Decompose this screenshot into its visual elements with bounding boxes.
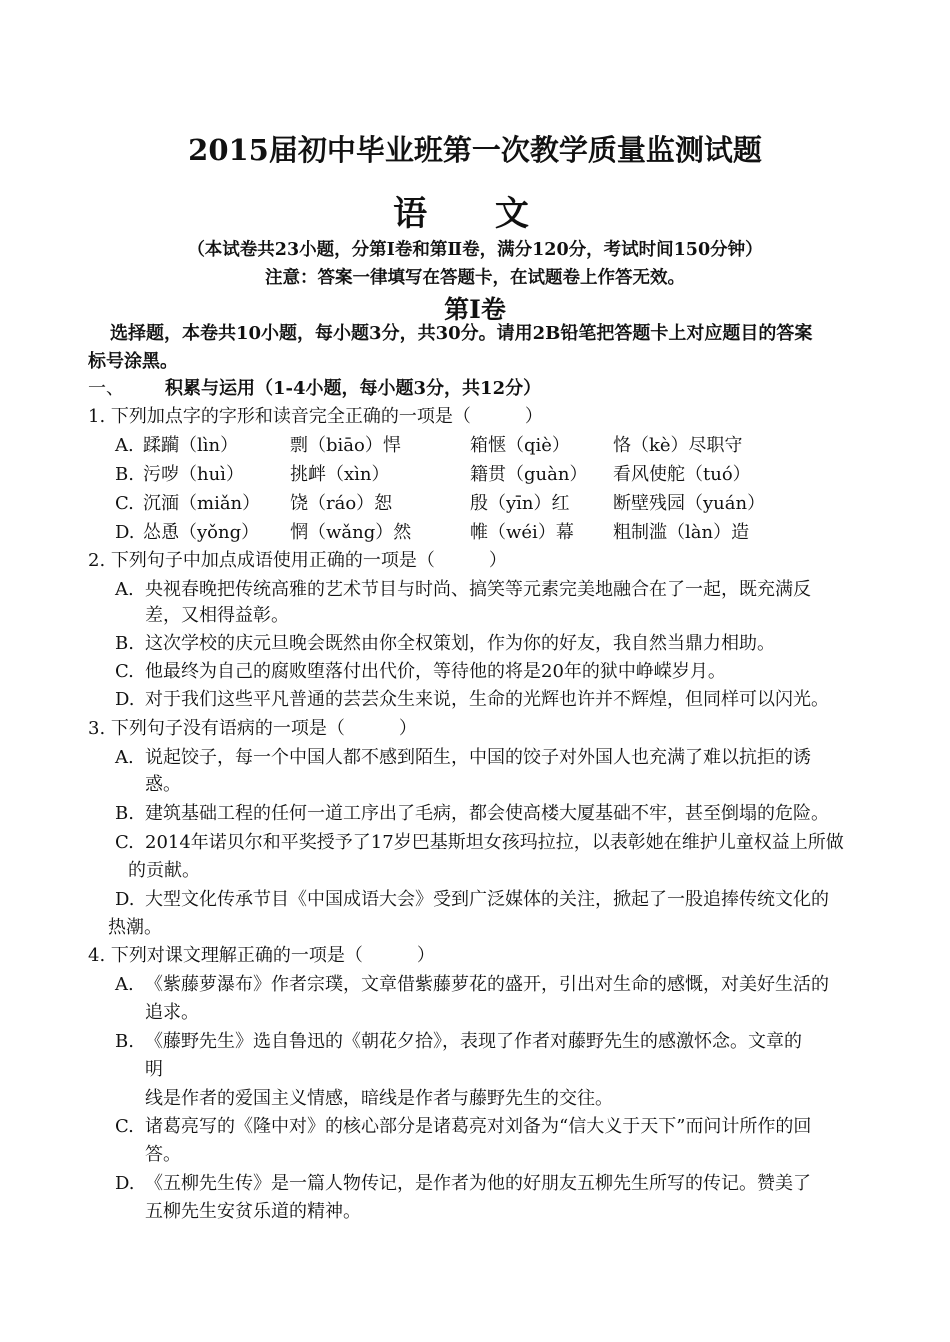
q1-option-item: 剽（biāo）悍 [290,435,401,456]
q1-option-item: 断壁残园（yuán） [613,493,766,514]
option-label: C. [115,832,134,853]
option-label: D. [115,522,135,543]
q3-option-c [115,829,844,857]
q4-d-line1: 《五柳先生传》是一篇人物传记，是作者为他的好朋友五柳先生所写的传记。赞美了 [145,1173,811,1194]
exam-title: 2015届初中毕业班第一次教学质量监测试题 [188,133,762,167]
option-label: A. [115,579,134,600]
q2-option-d [115,686,829,714]
q1-option-item: 沉湎（miǎn） [143,493,261,514]
q2-a-line1: 央视春晚把传统高雅的艺术节目与时尚、搞笑等元素完美地融合在了一起，既充满反 [145,579,811,600]
q3-c-line1: 2014年诺贝尔和平奖授予了17岁巴基斯坦女孩玛拉拉，以表彰她在维护儿童权益上所做 [145,832,844,853]
q4-stem: 4. 下列对课文理解正确的一项是（ ） [88,945,435,966]
q3-c-line2: 的贡献。 [128,860,200,881]
q1-option-item: 饶（ráo）恕 [290,493,393,514]
q1-option-item: 籍贯（guàn） [470,464,588,485]
option-label: D. [115,689,135,710]
q1-option-item: 惘（wǎng）然 [290,522,412,543]
q1-option-item: 污哕（huì） [143,464,244,485]
option-label: B. [115,633,134,654]
option-label: C. [115,493,134,514]
q4-a-line2: 追求。 [145,1002,199,1023]
section-title: 积累与运用（1-4小题，每小题3分，共12分） [165,378,542,399]
q4-b-line3: 线是作者的爱国主义情感，暗线是作者与藤野先生的交往。 [145,1088,613,1109]
q1-option-item: 帷（wéi）幕 [470,522,574,543]
instruction-line-1: 选择题，本卷共10小题，每小题3分，共30分。请用2B铅笔把答题卡上对应题目的答案 [110,323,813,344]
q2-c-text: 他最终为自己的腐败堕落付出代价，等待他的将是20年的狱中峥嵘岁月。 [145,661,726,682]
q1-option-item: 挑衅（xìn） [290,464,390,485]
instruction-line-2: 标号涂黑。 [88,351,178,372]
q2-a-line2: 差，又相得益彰。 [145,605,289,626]
q2-option-b [115,630,775,658]
q4-a-line1: 《紫藤萝瀑布》作者宗璞，文章借紫藤萝花的盛开，引出对生命的感慨，对美好生活的 [145,974,829,995]
section-number: 一、 [88,378,124,399]
q4-b-line1: 《藤野先生》选自鲁迅的《朝花夕拾》，表现了作者对藤野先生的感激怀念。文章的 [145,1031,802,1052]
q4-option-b [115,1028,802,1056]
option-label: B. [115,1031,134,1052]
option-label: A. [115,747,134,768]
q3-option-d [115,886,829,914]
q4-c-line2: 答。 [145,1144,181,1165]
q2-b-text: 这次学校的庆元旦晚会既然由你全权策划，作为你的好友，我自然当鼎力相助。 [145,633,775,654]
option-label: B. [115,803,134,824]
q3-d-line2: 热潮。 [108,917,162,938]
q2-d-text: 对于我们这些平凡普通的芸芸众生来说，生命的光辉也许并不辉煌，但同样可以闪光。 [145,689,829,710]
q4-option-c [115,1113,811,1141]
q4-c-line1: 诸葛亮写的《隆中对》的核心部分是诸葛亮对刘备为“信大义于天下”而问计所作的回 [145,1116,812,1137]
q4-d-line2: 五柳先生安贫乐道的精神。 [145,1201,361,1222]
q1-option-item: 粗制滥（làn）造 [613,522,750,543]
q3-a-line1: 说起饺子，每一个中国人都不感到陌生，中国的饺子对外国人也充满了难以抗拒的诱 [145,747,811,768]
option-label: B. [115,464,134,485]
q4-option-a [115,971,829,999]
option-label: C. [115,661,134,682]
option-label: D. [115,889,135,910]
q3-option-b [115,800,829,828]
q3-option-a [115,744,811,772]
q1-option-item: 箱惬（qiè） [470,435,570,456]
q4-b-line2: 明 [145,1059,163,1080]
option-label: A. [115,974,134,995]
q3-stem: 3. 下列句子没有语病的一项是（ ） [88,718,417,739]
q2-option-a [115,576,811,604]
option-label: D. [115,1173,135,1194]
option-label: C. [115,1116,134,1137]
q1-option-item: 蹂躏（lìn） [143,435,239,456]
q3-a-line2: 惑。 [145,774,181,795]
volume-title: 第Ⅰ卷 [444,295,506,324]
q3-b-text: 建筑基础工程的任何一道工序出了毛病，都会使高楼大厦基础不牢，甚至倒塌的危险。 [145,803,829,824]
q1-stem: 1. 下列加点字的字形和读音完全正确的一项是（ ） [88,406,543,427]
exam-notice: 注意：答案一律填写在答题卡，在试题卷上作答无效。 [265,268,685,288]
q1-option-item: 看风使舵（tuó） [613,464,751,485]
subject-title: 语 文 [393,194,557,234]
q3-d-line1: 大型文化传承节目《中国成语大会》受到广泛媒体的关注，掀起了一股追捧传统文化的 [145,889,829,910]
q2-stem: 2. 下列句子中加点成语使用正确的一项是（ ） [88,550,507,571]
q1-option-item: 恪（kè）尽职守 [613,435,743,456]
option-label: A. [115,435,134,456]
exam-info: （本试卷共23小题，分第Ⅰ卷和第Ⅱ卷，满分120分，考试时间150分钟） [187,240,763,260]
q2-option-c [115,658,726,686]
q4-option-d [115,1170,811,1198]
q1-option-item: 怂恿（yǒng） [143,522,260,543]
q1-option-item: 殷（yīn）红 [470,493,570,514]
